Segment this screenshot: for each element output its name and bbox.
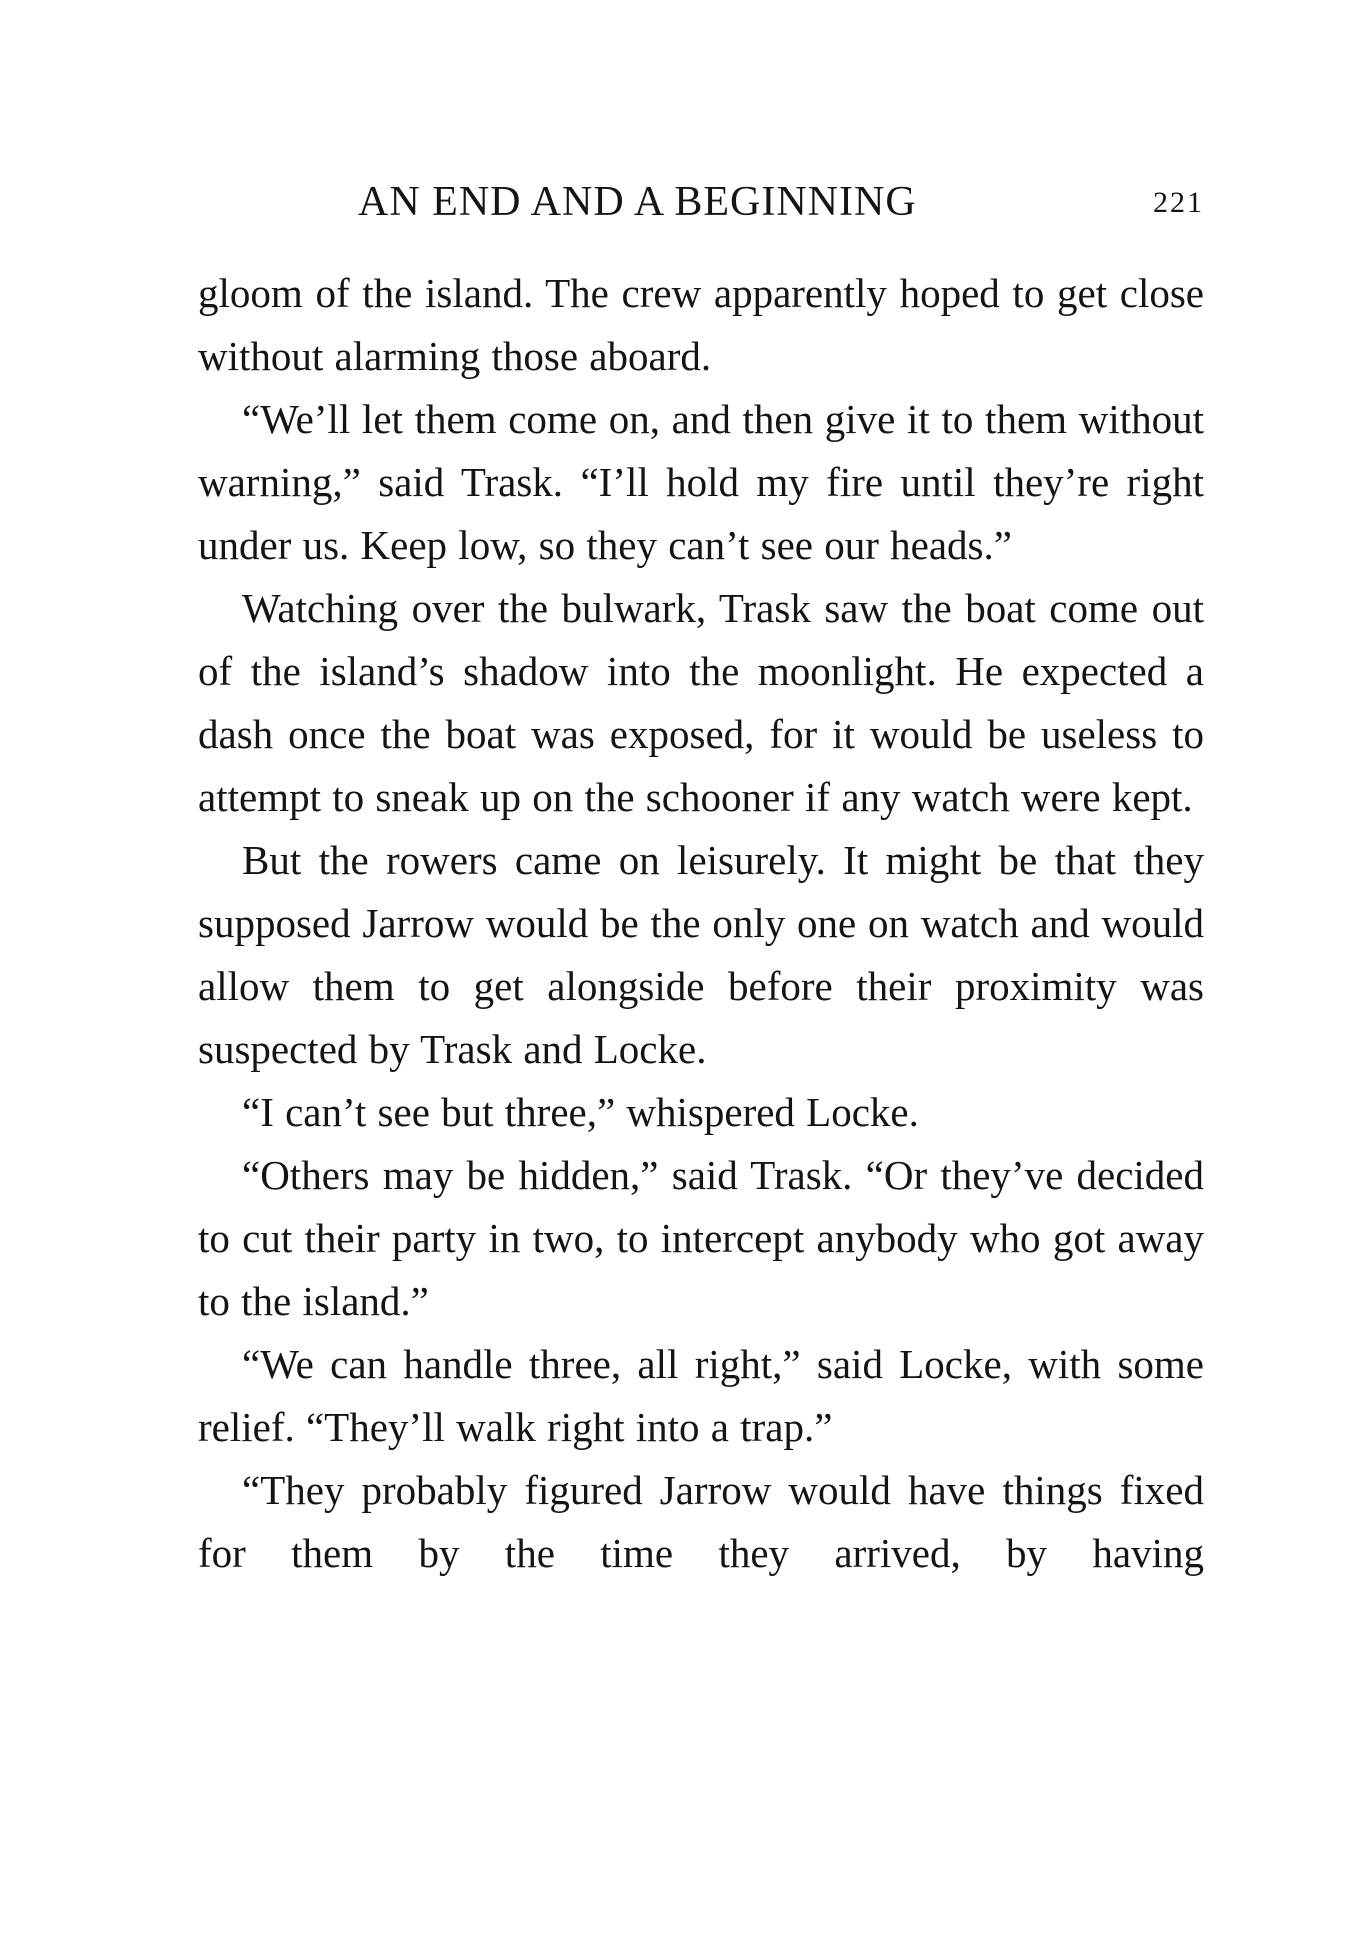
running-head	[198, 178, 1204, 238]
body-text	[198, 262, 1204, 1585]
running-title: AN END AND A BEGINNING	[358, 179, 917, 225]
page-number: 221	[1153, 186, 1204, 219]
paragraph: But the rowers came on leisurely. It might be that they supposed Jarrow would be the only one on watch and would allow them to get alongside before their proximity was suspected by Trask and Locke.	[198, 837, 1204, 1072]
paragraph: “I can’t see but three,” whispered Locke.	[242, 1089, 919, 1135]
paragraph: “We can handle three, all right,” said Locke, with some relief. “They’ll walk right into a trap.”	[198, 1341, 1204, 1450]
paragraph: “They probably figured Jarrow would have things fixed for them by the time they arrived, by having	[198, 1467, 1204, 1576]
paragraph: Watching over the bulwark, Trask saw the boat come out of the island’s shadow into the moonlight. He expected a dash once the boat was exposed, for it would be useless to attempt to sneak up on the schooner if any watch were kept.	[198, 585, 1204, 820]
paragraph: gloom of the island. The crew apparently hoped to get close without alarming those aboard.	[198, 270, 1204, 379]
paragraph: “Others may be hidden,” said Trask. “Or they’ve decided to cut their party in two, to intercept anybody who got away to the island.”	[198, 1152, 1204, 1324]
paragraph: “We’ll let them come on, and then give it to them without warning,” said Trask. “I’ll hold my fire until they’re right under us. Keep low, so they can’t see our heads.”	[198, 396, 1204, 568]
